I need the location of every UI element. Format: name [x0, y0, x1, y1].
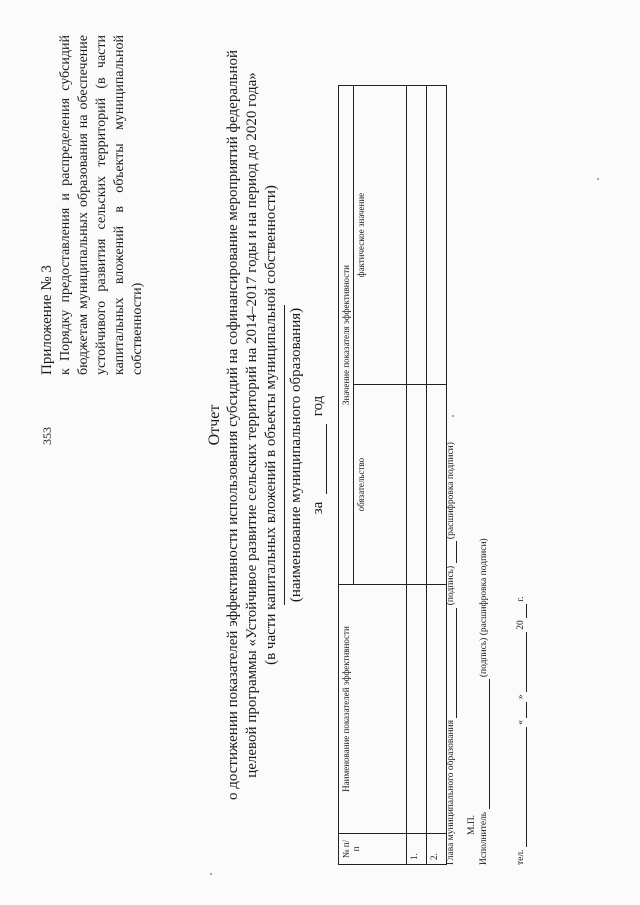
za-label: за: [310, 501, 326, 515]
head-rasshifrovka: (расшифровка подписи): [446, 442, 456, 540]
report-title-block: [205, 0, 281, 865]
row-cell: [427, 385, 447, 585]
day-blank: [515, 702, 527, 718]
scan-speck: [597, 178, 599, 180]
tel-date-line: [515, 596, 527, 865]
scan-speck: [210, 873, 212, 875]
row-cell: [427, 585, 447, 834]
table-row: [427, 86, 447, 865]
table-header-row: [339, 86, 354, 865]
appendix-title: Приложение № 3: [39, 265, 55, 375]
header-value: Значение показателя эффективности: [339, 86, 354, 585]
row-num: 1.: [407, 834, 427, 865]
period-line: [309, 305, 327, 605]
executor-signature-line: [478, 538, 490, 865]
year-blank: [314, 424, 327, 494]
head-podpis: (подпись): [446, 565, 456, 606]
signature-blank: [445, 608, 457, 718]
row-cell: [407, 585, 427, 834]
report-line-2: целевой программы «Устойчивое развитие сельских территорий на 2014–2017 годы и на период до 2020 года»: [244, 72, 260, 778]
date-open-quote: «: [516, 720, 526, 725]
row-cell: [407, 385, 427, 585]
page-number: 353: [40, 427, 54, 445]
municipality-label: (наименование муниципального образования): [288, 307, 304, 603]
mp-stamp-label: М.П.: [467, 814, 477, 835]
table-row: [407, 86, 427, 865]
row-cell: [427, 86, 447, 385]
year-prefix: 20: [516, 620, 526, 630]
header-name: Наименование показателей эффективности: [339, 585, 407, 834]
report-line-3: (в части капитальных вложений в объекты муниципальной собственности): [263, 185, 279, 665]
year-label: год: [310, 395, 326, 417]
executor-rasshifrovka: (расшифровка подписи): [479, 538, 489, 636]
row-cell: [407, 86, 427, 385]
appendix-block: [38, 35, 147, 375]
header-obligation: обязательство: [354, 385, 407, 585]
year-blank-2: [515, 604, 527, 618]
head-signature-line: [445, 442, 457, 865]
month-blank: [515, 632, 527, 692]
row-num: 2.: [427, 834, 447, 865]
municipality-block: [282, 305, 327, 605]
scan-speck: [452, 415, 454, 417]
report-line-1: о достижении показателей эффективности использования субсидий на софинансирование мероприятий федеральной: [225, 50, 241, 801]
header-actual: фактическое значение: [354, 86, 407, 385]
signature-blank: [445, 541, 457, 563]
municipality-line: [282, 305, 285, 605]
header-num: № п/п: [339, 834, 407, 865]
appendix-text: к Порядку предоставления и распределения субсидий бюджетам муниципальных образования на обеспечение устойчивого развития сельских территорий (в части капитальных вложений в объекты муниципальной собственности): [58, 35, 145, 375]
executor-label: Исполнитель: [479, 811, 489, 865]
indicators-table: [338, 85, 447, 865]
tel-label: тел.: [516, 849, 526, 865]
report-heading: Отчет: [206, 404, 223, 446]
signature-blank: [478, 679, 490, 809]
executor-podpis: (подпись): [479, 637, 489, 678]
year-suffix: г.: [516, 596, 526, 602]
date-close-quote: »: [516, 694, 526, 700]
head-label: Глава муниципального образования: [446, 720, 456, 865]
tel-blank: [515, 727, 527, 847]
